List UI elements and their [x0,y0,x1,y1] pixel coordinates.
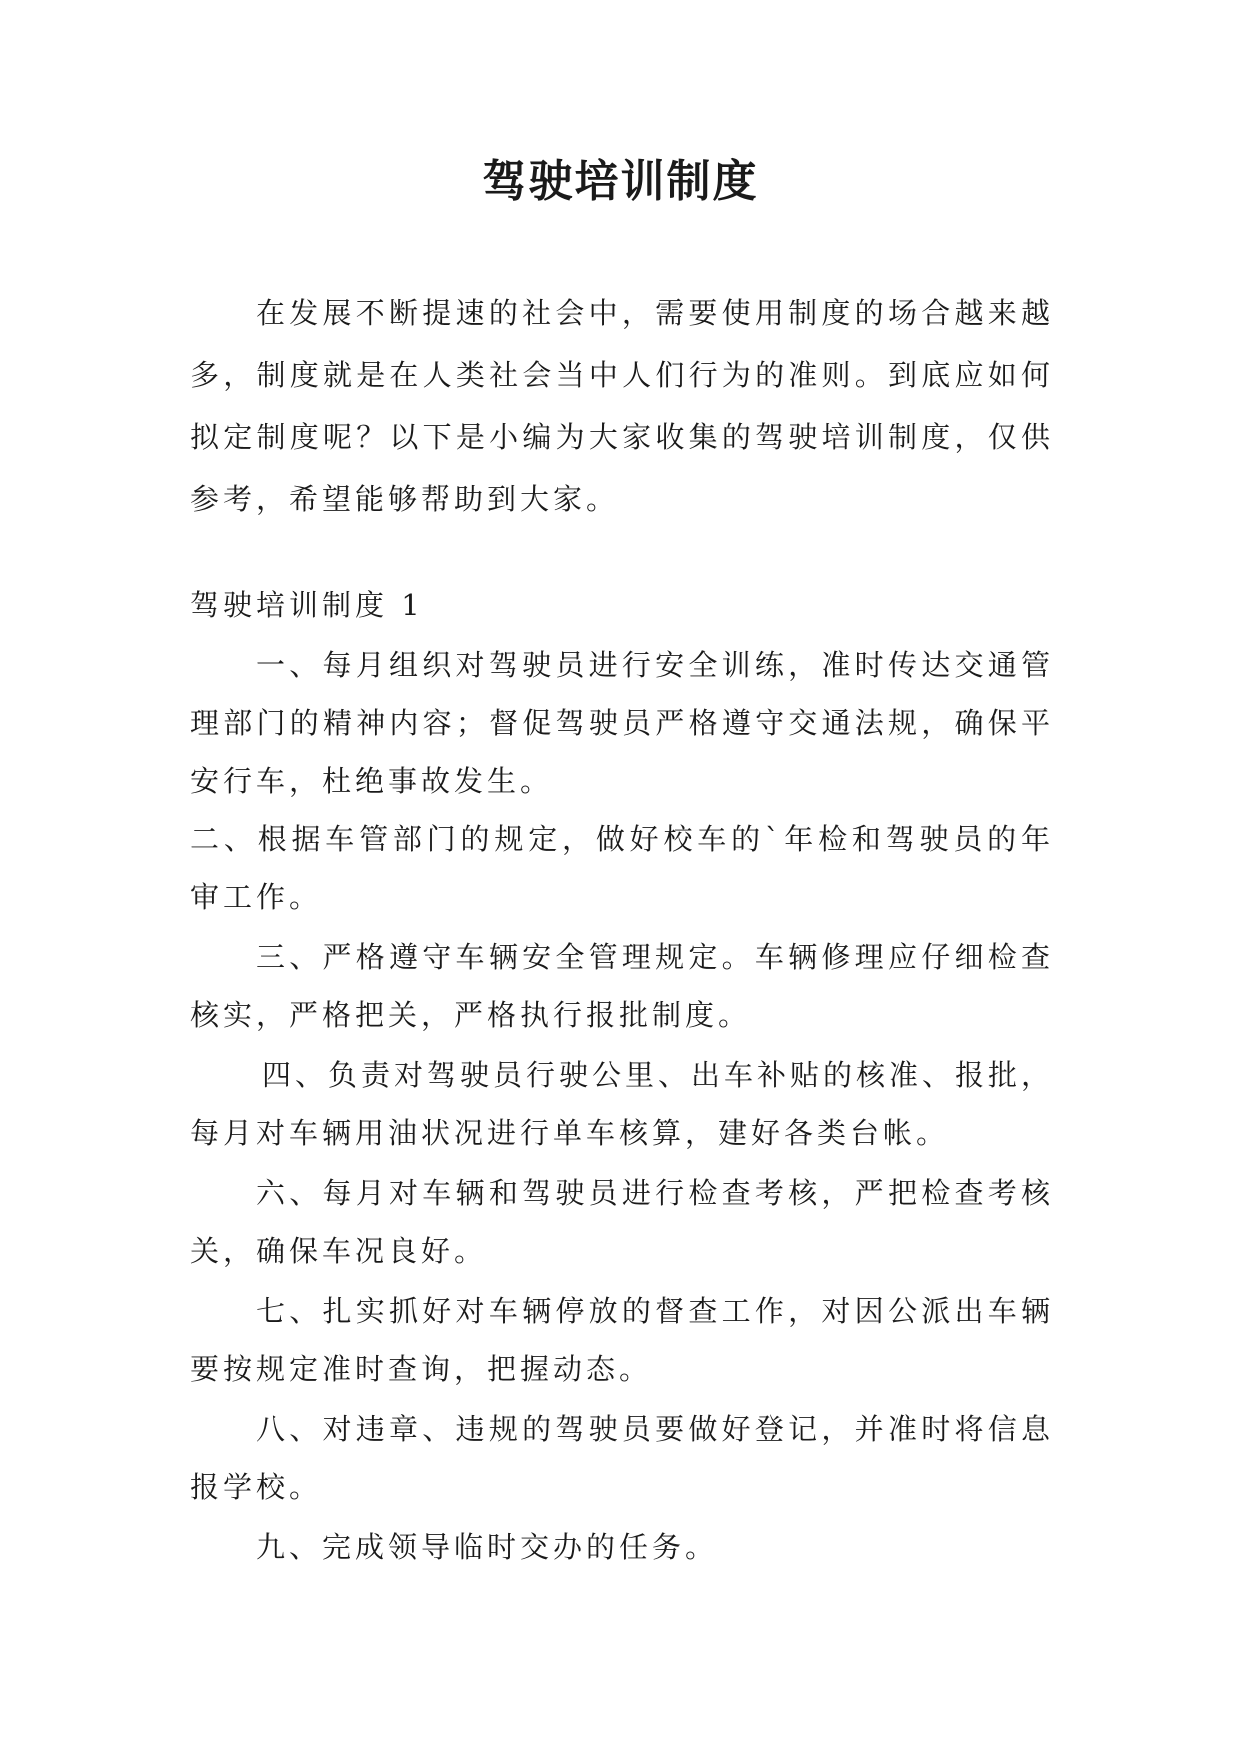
document-body [190,282,1054,1576]
intro-paragraph: 在发展不断提速的社会中，需要使用制度的场合越来越多，制度就是在人类社会当中人们行为的准则。到底应如何拟定制度呢？以下是小编为大家收集的驾驶培训制度，仅供参考，希望能够帮助到大家。 [190,296,1054,516]
list-item: 七、扎实抓好对车辆停放的督查工作，对因公派出车辆要按规定准时查询，把握动态。 [190,1294,1054,1386]
list-item: 一、每月组织对驾驶员进行安全训练，准时传达交通管理部门的精神内容；督促驾驶员严格遵守交通法规，确保平安行车，杜绝事故发生。 [190,648,1054,798]
list-item: 六、每月对车辆和驾驶员进行检查考核，严把检查考核关，确保车况良好。 [190,1176,1054,1268]
list-item: 四、负责对驾驶员行驶公里、出车补贴的核准、报批，每月对车辆用油状况进行单车核算，建好各类台帐。 [190,1058,1055,1150]
list-item: 九、完成领导临时交办的任务。 [256,1530,719,1564]
list-item: 二、根据车管部门的规定，做好校车的`年检和驾驶员的年审工作。 [190,822,1054,914]
section-heading: 驾驶培训制度 1 [190,588,424,622]
list-item: 三、严格遵守车辆安全管理规定。车辆修理应仔细检查核实，严格把关，严格执行报批制度。 [190,940,1054,1032]
document-title: 驾驶培训制度 [482,156,759,207]
list-item: 八、对违章、违规的驾驶员要做好登记，并准时将信息报学校。 [190,1412,1054,1504]
